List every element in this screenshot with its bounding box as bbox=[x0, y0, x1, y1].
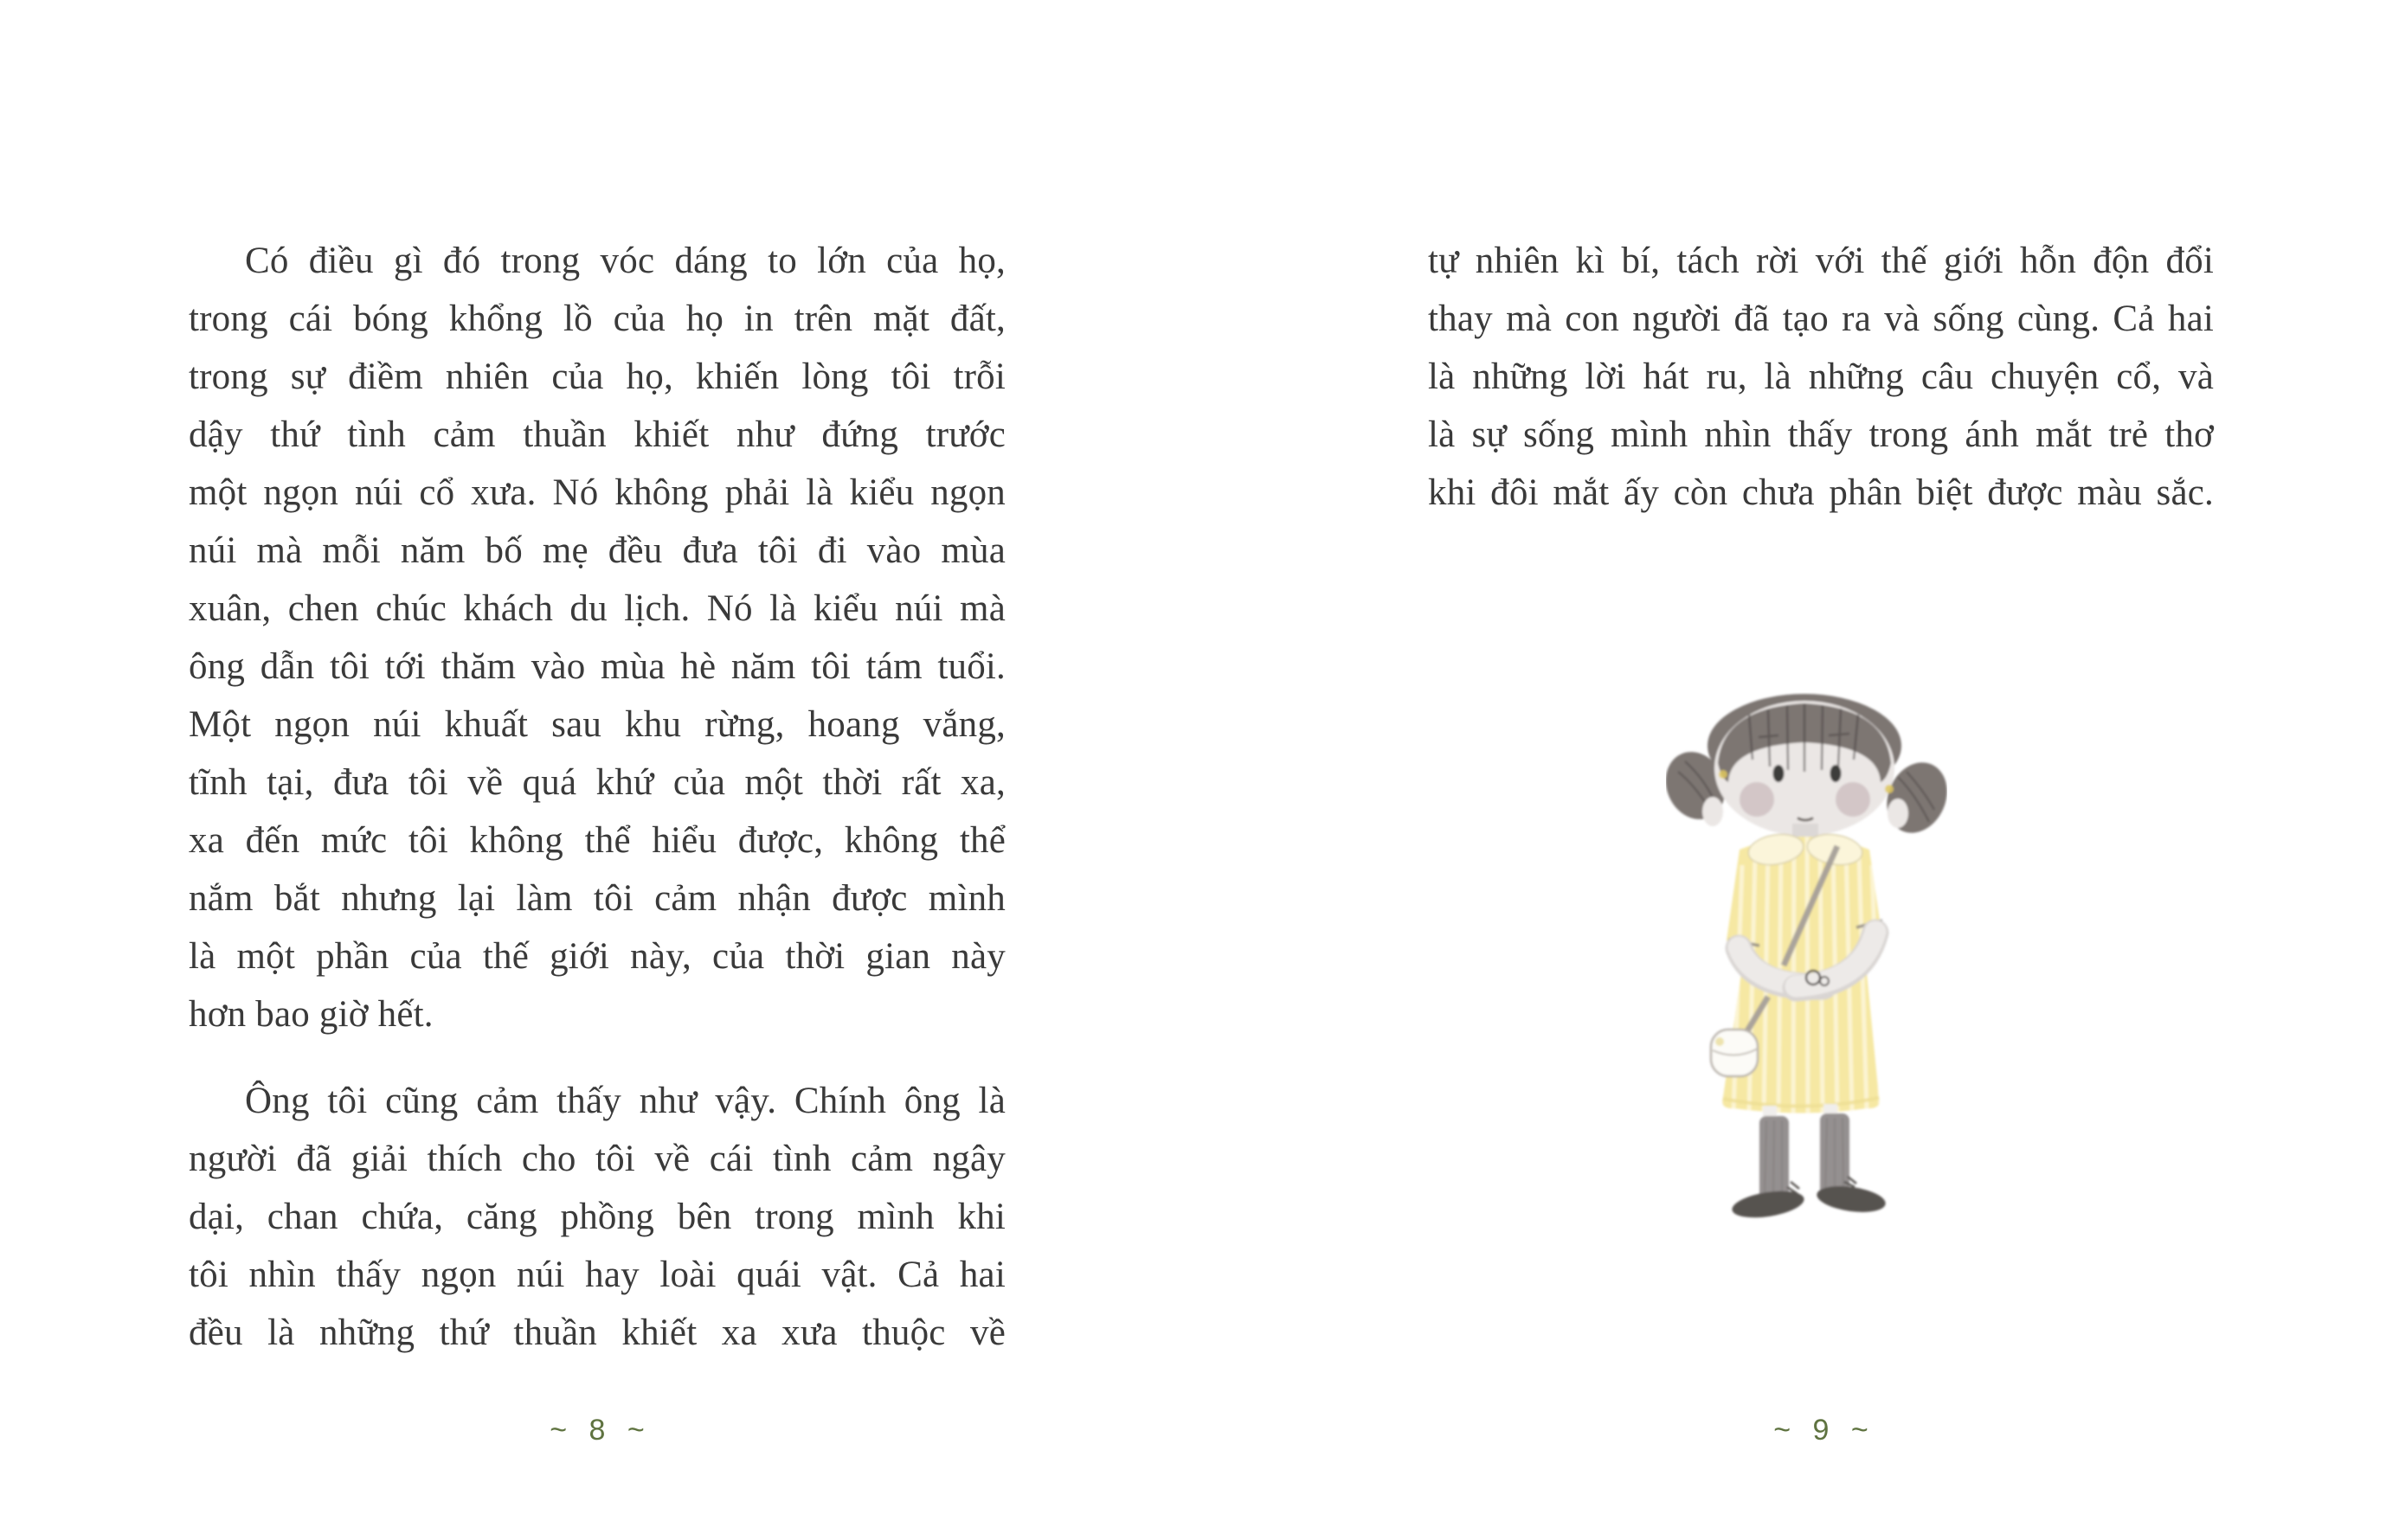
text-line: dại, chan chứa, căng phồng bên trong mình khi bbox=[189, 1197, 1006, 1237]
text-line: tôi nhìn thấy ngọn núi hay loài quái vật. Cả hai bbox=[189, 1254, 1006, 1295]
text-line: đều là những thứ thuần khiết xa xưa thuộc về bbox=[189, 1312, 1006, 1353]
text-line: thay mà con người đã tạo ra và sống cùng. Cả hai bbox=[1428, 298, 2214, 339]
text-line: nắm bắt nhưng lại làm tôi cảm nhận được mình bbox=[189, 878, 1006, 919]
text-line: Một ngọn núi khuất sau khu rừng, hoang vắng, bbox=[189, 704, 1006, 745]
text-line: xa đến mức tôi không thể hiểu được, không thể bbox=[189, 820, 1006, 861]
text-line: núi mà mỗi năm bố mẹ đều đưa tôi đi vào mùa bbox=[189, 530, 1006, 571]
text-line: trong cái bóng khổng lồ của họ in trên mặt đất, bbox=[189, 298, 1006, 339]
paragraph bbox=[189, 232, 1006, 1043]
left-page-text bbox=[189, 232, 1006, 1362]
shoes bbox=[1730, 1177, 1887, 1222]
text-line: xuân, chen chúc khách du lịch. Nó là kiểu núi mà bbox=[189, 588, 1006, 629]
right-cheek bbox=[1836, 782, 1870, 817]
text-line: Có điều gì đó trong vóc dáng to lớn của họ, bbox=[245, 241, 1006, 281]
page-number-right: ~ 9 ~ bbox=[1773, 1414, 1868, 1447]
text-line: Ông tôi cũng cảm thấy như vậy. Chính ông là bbox=[245, 1081, 1006, 1121]
text-line: dậy thứ tình cảm thuần khiết như đứng trước bbox=[189, 414, 1006, 455]
text-line: là những lời hát ru, là những câu chuyện cổ, và bbox=[1428, 356, 2214, 397]
paragraph bbox=[189, 1072, 1006, 1362]
text-line: khi đôi mắt ấy còn chưa phân biệt được màu sắc. bbox=[1428, 472, 2214, 513]
text-line: tự nhiên kì bí, tách rời với thế giới hỗn độn đổi bbox=[1428, 241, 2214, 281]
bag bbox=[1711, 1030, 1758, 1076]
right-eye bbox=[1830, 765, 1842, 782]
page-number-left: ~ 8 ~ bbox=[550, 1414, 645, 1447]
text-line: người đã giải thích cho tôi về cái tình cảm ngây bbox=[189, 1139, 1006, 1179]
paragraph bbox=[1428, 232, 2214, 522]
left-eye bbox=[1773, 765, 1785, 782]
text-line: tĩnh tại, đưa tôi về quá khứ của một thời rất xa, bbox=[189, 762, 1006, 803]
girl-illustration bbox=[1666, 692, 1947, 1242]
text-line: một ngọn núi cổ xưa. Nó không phải là kiểu ngọn bbox=[189, 472, 1006, 513]
text-line: là sự sống mình nhìn thấy trong ánh mắt trẻ thơ bbox=[1428, 414, 2214, 455]
text-line: là một phần của thế giới này, của thời gian này bbox=[189, 936, 1006, 977]
head bbox=[1702, 694, 1908, 846]
text-line: trong sự điềm nhiên của họ, khiến lòng tôi trỗi bbox=[189, 356, 1006, 397]
text-line: hơn bao giờ hết. bbox=[189, 994, 434, 1035]
left-cheek bbox=[1740, 782, 1774, 817]
right-page-text bbox=[1428, 232, 2214, 522]
text-line: ông dẫn tôi tới thăm vào mùa hè năm tôi tám tuổi. bbox=[189, 646, 1006, 687]
